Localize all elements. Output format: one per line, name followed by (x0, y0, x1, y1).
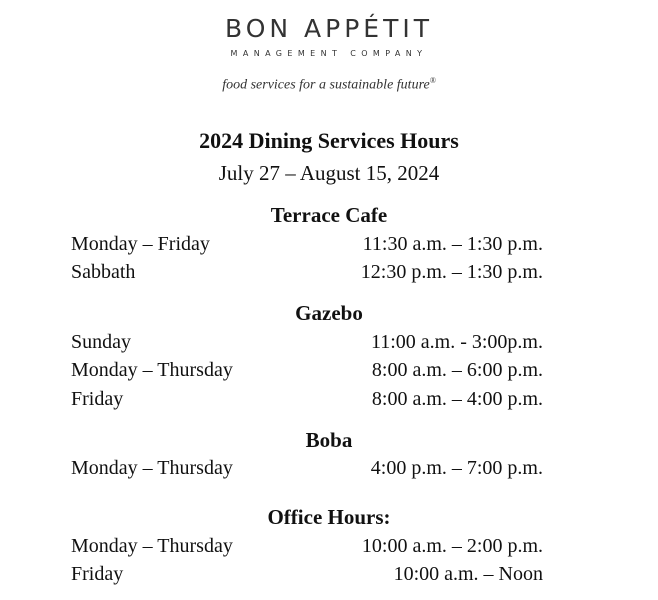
hours-row (71, 455, 543, 481)
page-title: 2024 Dining Services Hours (199, 128, 459, 153)
hours-day: Monday – Thursday (71, 457, 233, 479)
section-title-terrace-cafe: Terrace Cafe (270, 203, 388, 227)
hours-day: Monday – Friday (71, 233, 210, 255)
hours-row (71, 329, 543, 355)
hours-time: 11:30 a.m. – 1:30 p.m. (362, 233, 543, 255)
section-title-office-hours: Office Hours: (267, 505, 391, 529)
hours-row (71, 259, 543, 285)
hours-day: Monday – Thursday (71, 535, 233, 557)
logo-name: BON APPÉTIT (224, 14, 433, 43)
hours-day: Friday (71, 388, 124, 410)
hours-row (71, 231, 543, 257)
logo-subtitle: MANAGEMENT COMPANY (230, 49, 428, 58)
hours-time: 10:00 a.m. – Noon (393, 563, 543, 585)
date-range: July 27 – August 15, 2024 (218, 161, 440, 185)
hours-time: 11:00 a.m. - 3:00p.m. (370, 331, 543, 353)
logo-tagline (0, 73, 658, 94)
hours-time: 4:00 p.m. – 7:00 p.m. (370, 457, 543, 479)
hours-row (71, 386, 543, 412)
hours-time: 10:00 a.m. – 2:00 p.m. (361, 535, 543, 557)
hours-row (71, 533, 543, 559)
hours-row (71, 357, 543, 383)
hours-day: Sabbath (71, 261, 136, 283)
section-title-boba: Boba (305, 428, 353, 452)
hours-day: Sunday (71, 331, 131, 353)
hours-time: 8:00 a.m. – 6:00 p.m. (371, 359, 543, 381)
company-logo (0, 14, 658, 94)
hours-day: Monday – Thursday (71, 359, 233, 381)
hours-day: Friday (71, 563, 124, 585)
hours-time: 8:00 a.m. – 4:00 p.m. (371, 388, 543, 410)
hours-time: 12:30 p.m. – 1:30 p.m. (360, 261, 543, 283)
hours-row (71, 561, 543, 587)
logo-tagline-mark: ® (429, 76, 436, 85)
section-title-gazebo: Gazebo (295, 301, 363, 325)
logo-tagline-text: food services for a sustainable future (222, 77, 430, 93)
